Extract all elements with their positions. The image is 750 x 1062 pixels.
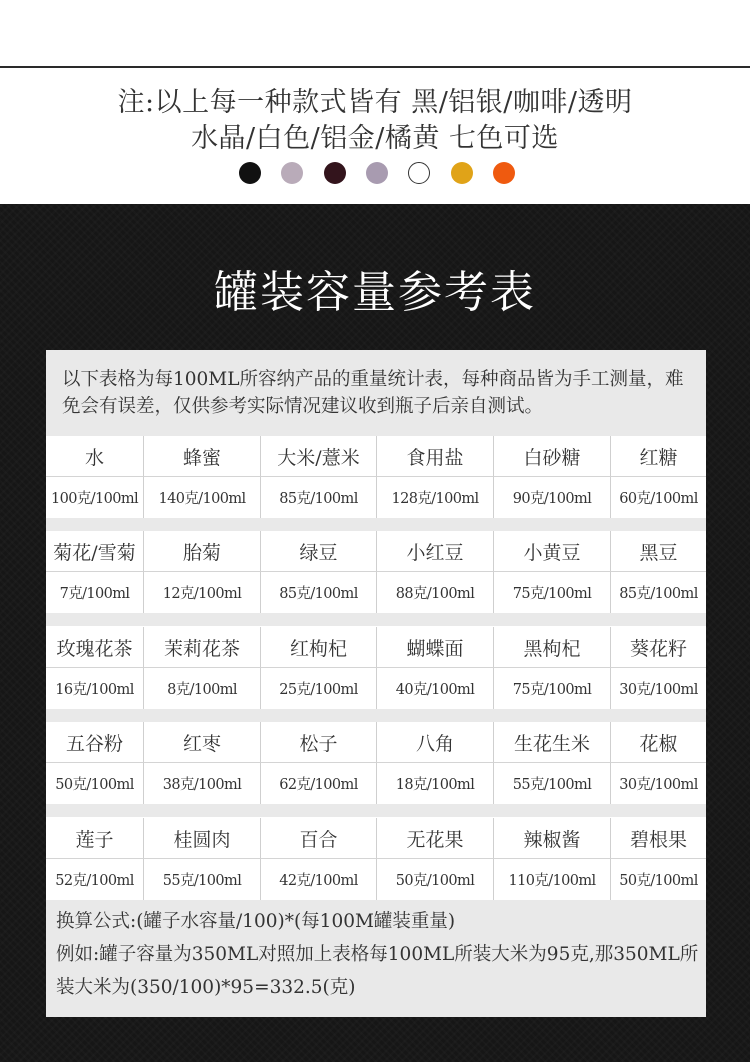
product-name-cell: 红糖 [611,436,706,477]
product-name-cell: 八角 [377,722,494,763]
table-row [46,477,706,518]
table-row [46,572,706,613]
weight-value-cell: 7克/100ml [46,572,144,613]
product-name-cell: 松子 [261,722,377,763]
weight-value-cell: 60克/100ml [619,491,698,507]
product-name-cell: 小黄豆 [494,531,611,572]
color-swatch [408,162,430,184]
product-name-cell: 茉莉花茶 [144,627,261,668]
table-block [46,627,706,709]
section-title: 罐装容量参考表 [214,267,536,318]
weight-value-cell: 90克/100ml [494,477,611,518]
example-line: 例如:罐子容量为350ML对照加上表格每100ML所装大米为95克,那350ML所装大米为(350/100)*95=332.5(克) [56,944,699,998]
table-block [46,818,706,900]
weight-value-cell: 8克/100ml [144,668,261,709]
weight-value-cell: 140克/100ml [144,477,261,518]
weight-value-cell: 42克/100ml [261,859,377,900]
product-name-cell: 花椒 [611,722,706,763]
product-name-cell: 葵花籽 [611,627,706,668]
weight-value-cell: 55克/100ml [494,763,611,804]
color-swatch [451,162,473,184]
product-name-cell: 蜂蜜 [144,436,261,477]
product-name-cell: 水 [46,436,144,477]
color-swatch [493,162,515,184]
weight-value-cell: 25克/100ml [261,668,377,709]
table-block [46,531,706,613]
table-row [46,627,706,668]
product-name-cell: 五谷粉 [46,722,144,763]
product-name-cell: 绿豆 [261,531,377,572]
product-name-cell: 辣椒酱 [494,818,611,859]
product-name-cell: 小红豆 [377,531,494,572]
weight-value-cell: 30克/100ml [619,682,698,698]
intro-text: 以下表格为每100ML所容纳产品的重量统计表，每种商品皆为手工测量，难免会有误差，仅供参考实际情况建议收到瓶子后亲自测试。 [46,350,706,436]
table-row [46,763,706,804]
product-name-cell: 碧根果 [611,818,706,859]
weight-value-cell: 50克/100ml [377,859,494,900]
weight-value-cell: 16克/100ml [46,668,144,709]
product-name-cell: 黑豆 [611,531,706,572]
weight-value-cell: 12克/100ml [144,572,261,613]
weight-value-cell: 110克/100ml [494,859,611,900]
color-swatch [239,162,261,184]
weight-value-cell: 40克/100ml [377,668,494,709]
product-name-cell: 大米/薏米 [261,436,377,477]
capacity-table-card [46,350,706,1017]
table-row [46,668,706,709]
color-swatch [281,162,303,184]
table-row [46,859,706,900]
table-block [46,436,706,518]
product-name-cell: 莲子 [46,818,144,859]
weight-value-cell: 85克/100ml [261,572,377,613]
weight-value-cell: 50克/100ml [46,763,144,804]
table-block-separator [46,518,706,531]
weight-value-cell: 85克/100ml [261,477,377,518]
product-name-cell: 红枣 [144,722,261,763]
color-swatch [366,162,388,184]
product-name-cell: 生花生米 [494,722,611,763]
weight-value-cell: 100克/100ml [46,477,144,518]
product-name-cell: 玫瑰花茶 [46,627,144,668]
weight-value-cell: 128克/100ml [377,477,494,518]
weight-value-cell: 75克/100ml [494,572,611,613]
weight-value-cell: 88克/100ml [377,572,494,613]
table-row [46,531,706,572]
weight-value-cell: 75克/100ml [494,668,611,709]
weight-value-cell: 18克/100ml [377,763,494,804]
product-name-cell: 蝴蝶面 [377,627,494,668]
table-block-separator [46,613,706,626]
table-row [46,722,706,763]
product-name-cell: 红枸杞 [261,627,377,668]
weight-value-cell: 62克/100ml [261,763,377,804]
weight-value-cell: 85克/100ml [619,586,698,602]
product-name-cell: 桂圆肉 [144,818,261,859]
table-block [46,722,706,804]
color-swatch [324,162,346,184]
color-note-line-2: 水晶/白色/铝金/橘黄 七色可选 [191,123,559,154]
product-name-cell: 无花果 [377,818,494,859]
weight-value-cell: 38克/100ml [144,763,261,804]
top-divider [0,66,750,68]
color-note-line-1: 注:以上每一种款式皆有 黑/铝银/咖啡/透明 [117,87,633,118]
table-row [46,818,706,859]
product-name-cell: 菊花/雪菊 [46,531,144,572]
table-block-separator [46,709,706,722]
product-name-cell: 白砂糖 [494,436,611,477]
formula-box [46,900,706,1017]
table-block-separator [46,804,706,817]
weight-value-cell: 52克/100ml [46,859,144,900]
product-name-cell: 黑枸杞 [494,627,611,668]
top-white-strip [0,0,750,66]
product-name-cell: 百合 [261,818,377,859]
formula-line: 换算公式:(罐子水容量/100)*(每100M罐装重量) [56,911,456,932]
weight-value-cell: 55克/100ml [144,859,261,900]
table-row [46,436,706,477]
color-swatches [0,162,750,186]
weight-value-cell: 50克/100ml [619,873,698,889]
weight-value-cell: 30克/100ml [619,777,698,793]
product-name-cell: 胎菊 [144,531,261,572]
product-name-cell: 食用盐 [377,436,494,477]
